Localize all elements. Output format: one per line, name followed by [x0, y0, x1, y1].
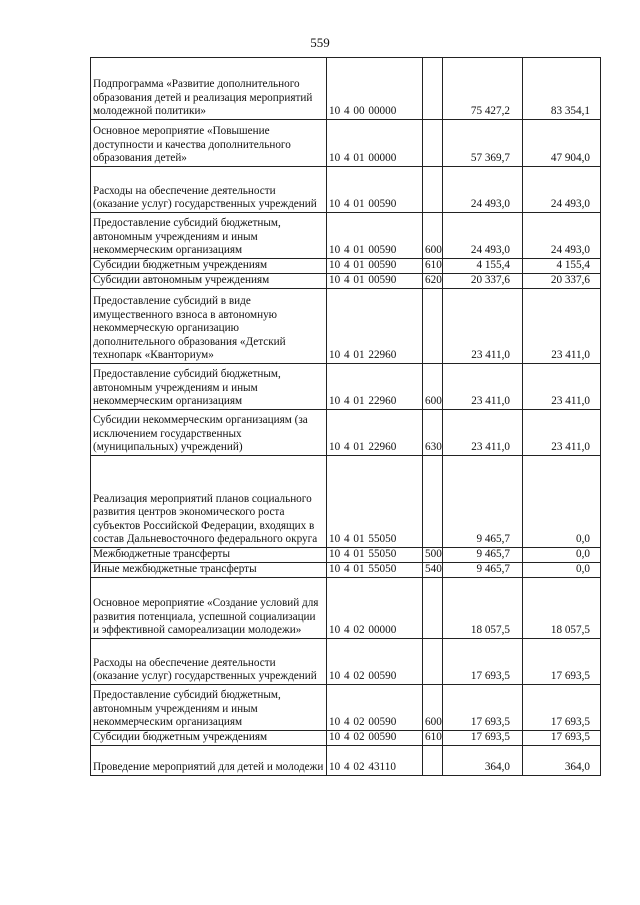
row-name: Предоставление субсидий бюджетным, автономным учреждениям и иным некоммерческим организациям	[91, 213, 327, 259]
table-row	[91, 548, 601, 563]
table-row	[91, 213, 601, 259]
table-row	[91, 639, 601, 685]
row-amount-1: 17 693,5	[443, 731, 523, 746]
table-row	[91, 259, 601, 274]
row-name: Подпрограмма «Развитие дополнительного образования детей и реализация мероприятий молодежной политики»	[91, 58, 327, 120]
row-name: Расходы на обеспечение деятельности (оказание услуг) государственных учреждений	[91, 167, 327, 213]
table-row	[91, 731, 601, 746]
row-code: 10 4 01 00590	[327, 259, 423, 274]
table-row	[91, 563, 601, 578]
row-expense-type: 500	[423, 548, 443, 563]
row-amount-1: 9 465,7	[443, 563, 523, 578]
row-amount-1: 4 155,4	[443, 259, 523, 274]
row-code: 10 4 02 00590	[327, 685, 423, 731]
row-name: Расходы на обеспечение деятельности (оказание услуг) государственных учреждений	[91, 639, 327, 685]
row-amount-1: 23 411,0	[443, 410, 523, 456]
table-row	[91, 58, 601, 120]
row-expense-type: 610	[423, 259, 443, 274]
row-amount-1: 24 493,0	[443, 167, 523, 213]
row-name: Проведение мероприятий для детей и молодежи	[91, 746, 327, 776]
row-expense-type: 610	[423, 731, 443, 746]
row-expense-type	[423, 746, 443, 776]
row-name: Основное мероприятие «Создание условий для развития потенциала, успешной социализации и эффективной самореализации молодежи»	[91, 578, 327, 639]
row-expense-type: 540	[423, 563, 443, 578]
row-name: Предоставление субсидий бюджетным, автономным учреждениям и иным некоммерческим организациям	[91, 685, 327, 731]
row-amount-1: 23 411,0	[443, 364, 523, 410]
row-amount-2: 23 411,0	[523, 364, 601, 410]
row-amount-2: 83 354,1	[523, 58, 601, 120]
row-expense-type	[423, 456, 443, 548]
row-expense-type: 600	[423, 364, 443, 410]
table-row	[91, 746, 601, 776]
row-amount-1: 9 465,7	[443, 548, 523, 563]
row-amount-2: 4 155,4	[523, 259, 601, 274]
row-amount-2: 17 693,5	[523, 685, 601, 731]
row-name: Субсидии автономным учреждениям	[91, 274, 327, 289]
table-row	[91, 364, 601, 410]
row-code: 10 4 00 00000	[327, 58, 423, 120]
row-code: 10 4 01 55050	[327, 563, 423, 578]
row-name: Иные межбюджетные трансферты	[91, 563, 327, 578]
row-name: Межбюджетные трансферты	[91, 548, 327, 563]
table-row	[91, 289, 601, 364]
row-amount-1: 18 057,5	[443, 578, 523, 639]
row-name: Реализация мероприятий планов социального развития центров экономического роста субъектов Российской Федерации, входящих в состав Дальневосточного федерального округа	[91, 456, 327, 548]
row-expense-type	[423, 639, 443, 685]
row-amount-2: 17 693,5	[523, 639, 601, 685]
budget-table	[90, 57, 601, 776]
row-amount-2: 364,0	[523, 746, 601, 776]
row-amount-2: 0,0	[523, 456, 601, 548]
row-amount-2: 0,0	[523, 563, 601, 578]
row-amount-1: 20 337,6	[443, 274, 523, 289]
row-amount-2: 23 411,0	[523, 289, 601, 364]
row-code: 10 4 01 22960	[327, 364, 423, 410]
row-amount-2: 18 057,5	[523, 578, 601, 639]
row-name: Субсидии бюджетным учреждениям	[91, 731, 327, 746]
row-amount-1: 57 369,7	[443, 120, 523, 167]
table-row	[91, 274, 601, 289]
row-expense-type	[423, 289, 443, 364]
row-code: 10 4 02 43110	[327, 746, 423, 776]
row-amount-2: 23 411,0	[523, 410, 601, 456]
row-expense-type	[423, 58, 443, 120]
row-amount-1: 23 411,0	[443, 289, 523, 364]
row-code: 10 4 01 00000	[327, 120, 423, 167]
row-amount-2: 24 493,0	[523, 213, 601, 259]
row-amount-2: 17 693,5	[523, 731, 601, 746]
row-name: Субсидии бюджетным учреждениям	[91, 259, 327, 274]
row-code: 10 4 01 55050	[327, 456, 423, 548]
row-expense-type	[423, 578, 443, 639]
row-expense-type	[423, 120, 443, 167]
row-expense-type: 600	[423, 213, 443, 259]
row-amount-1: 24 493,0	[443, 213, 523, 259]
row-name: Субсидии некоммерческим организациям (за исключением государственных (муниципальных) учреждений)	[91, 410, 327, 456]
row-amount-1: 17 693,5	[443, 685, 523, 731]
row-code: 10 4 02 00590	[327, 639, 423, 685]
row-amount-2: 47 904,0	[523, 120, 601, 167]
row-code: 10 4 02 00590	[327, 731, 423, 746]
page-number: 559	[310, 35, 330, 50]
row-name: Предоставление субсидий бюджетным, автономным учреждениям и иным некоммерческим организациям	[91, 364, 327, 410]
row-amount-1: 17 693,5	[443, 639, 523, 685]
row-code: 10 4 01 00590	[327, 167, 423, 213]
row-amount-1: 9 465,7	[443, 456, 523, 548]
row-amount-1: 364,0	[443, 746, 523, 776]
budget-table-body	[91, 58, 601, 776]
row-name: Предоставление субсидий в виде имущественного взноса в автономную некоммерческую организацию дополнительного образования «Детский технопарк «Кванториум»	[91, 289, 327, 364]
row-amount-2: 24 493,0	[523, 167, 601, 213]
row-code: 10 4 01 22960	[327, 410, 423, 456]
row-code: 10 4 01 00590	[327, 274, 423, 289]
row-amount-2: 20 337,6	[523, 274, 601, 289]
row-code: 10 4 01 55050	[327, 548, 423, 563]
row-amount-1: 75 427,2	[443, 58, 523, 120]
row-code: 10 4 01 00590	[327, 213, 423, 259]
row-code: 10 4 01 22960	[327, 289, 423, 364]
row-code: 10 4 02 00000	[327, 578, 423, 639]
row-name: Основное мероприятие «Повышение доступности и качества дополнительного образования детей»	[91, 120, 327, 167]
table-row	[91, 685, 601, 731]
table-row	[91, 578, 601, 639]
row-expense-type: 630	[423, 410, 443, 456]
row-expense-type: 600	[423, 685, 443, 731]
row-expense-type: 620	[423, 274, 443, 289]
table-row	[91, 410, 601, 456]
row-amount-2: 0,0	[523, 548, 601, 563]
table-row	[91, 456, 601, 548]
table-row	[91, 167, 601, 213]
row-expense-type	[423, 167, 443, 213]
table-row	[91, 120, 601, 167]
